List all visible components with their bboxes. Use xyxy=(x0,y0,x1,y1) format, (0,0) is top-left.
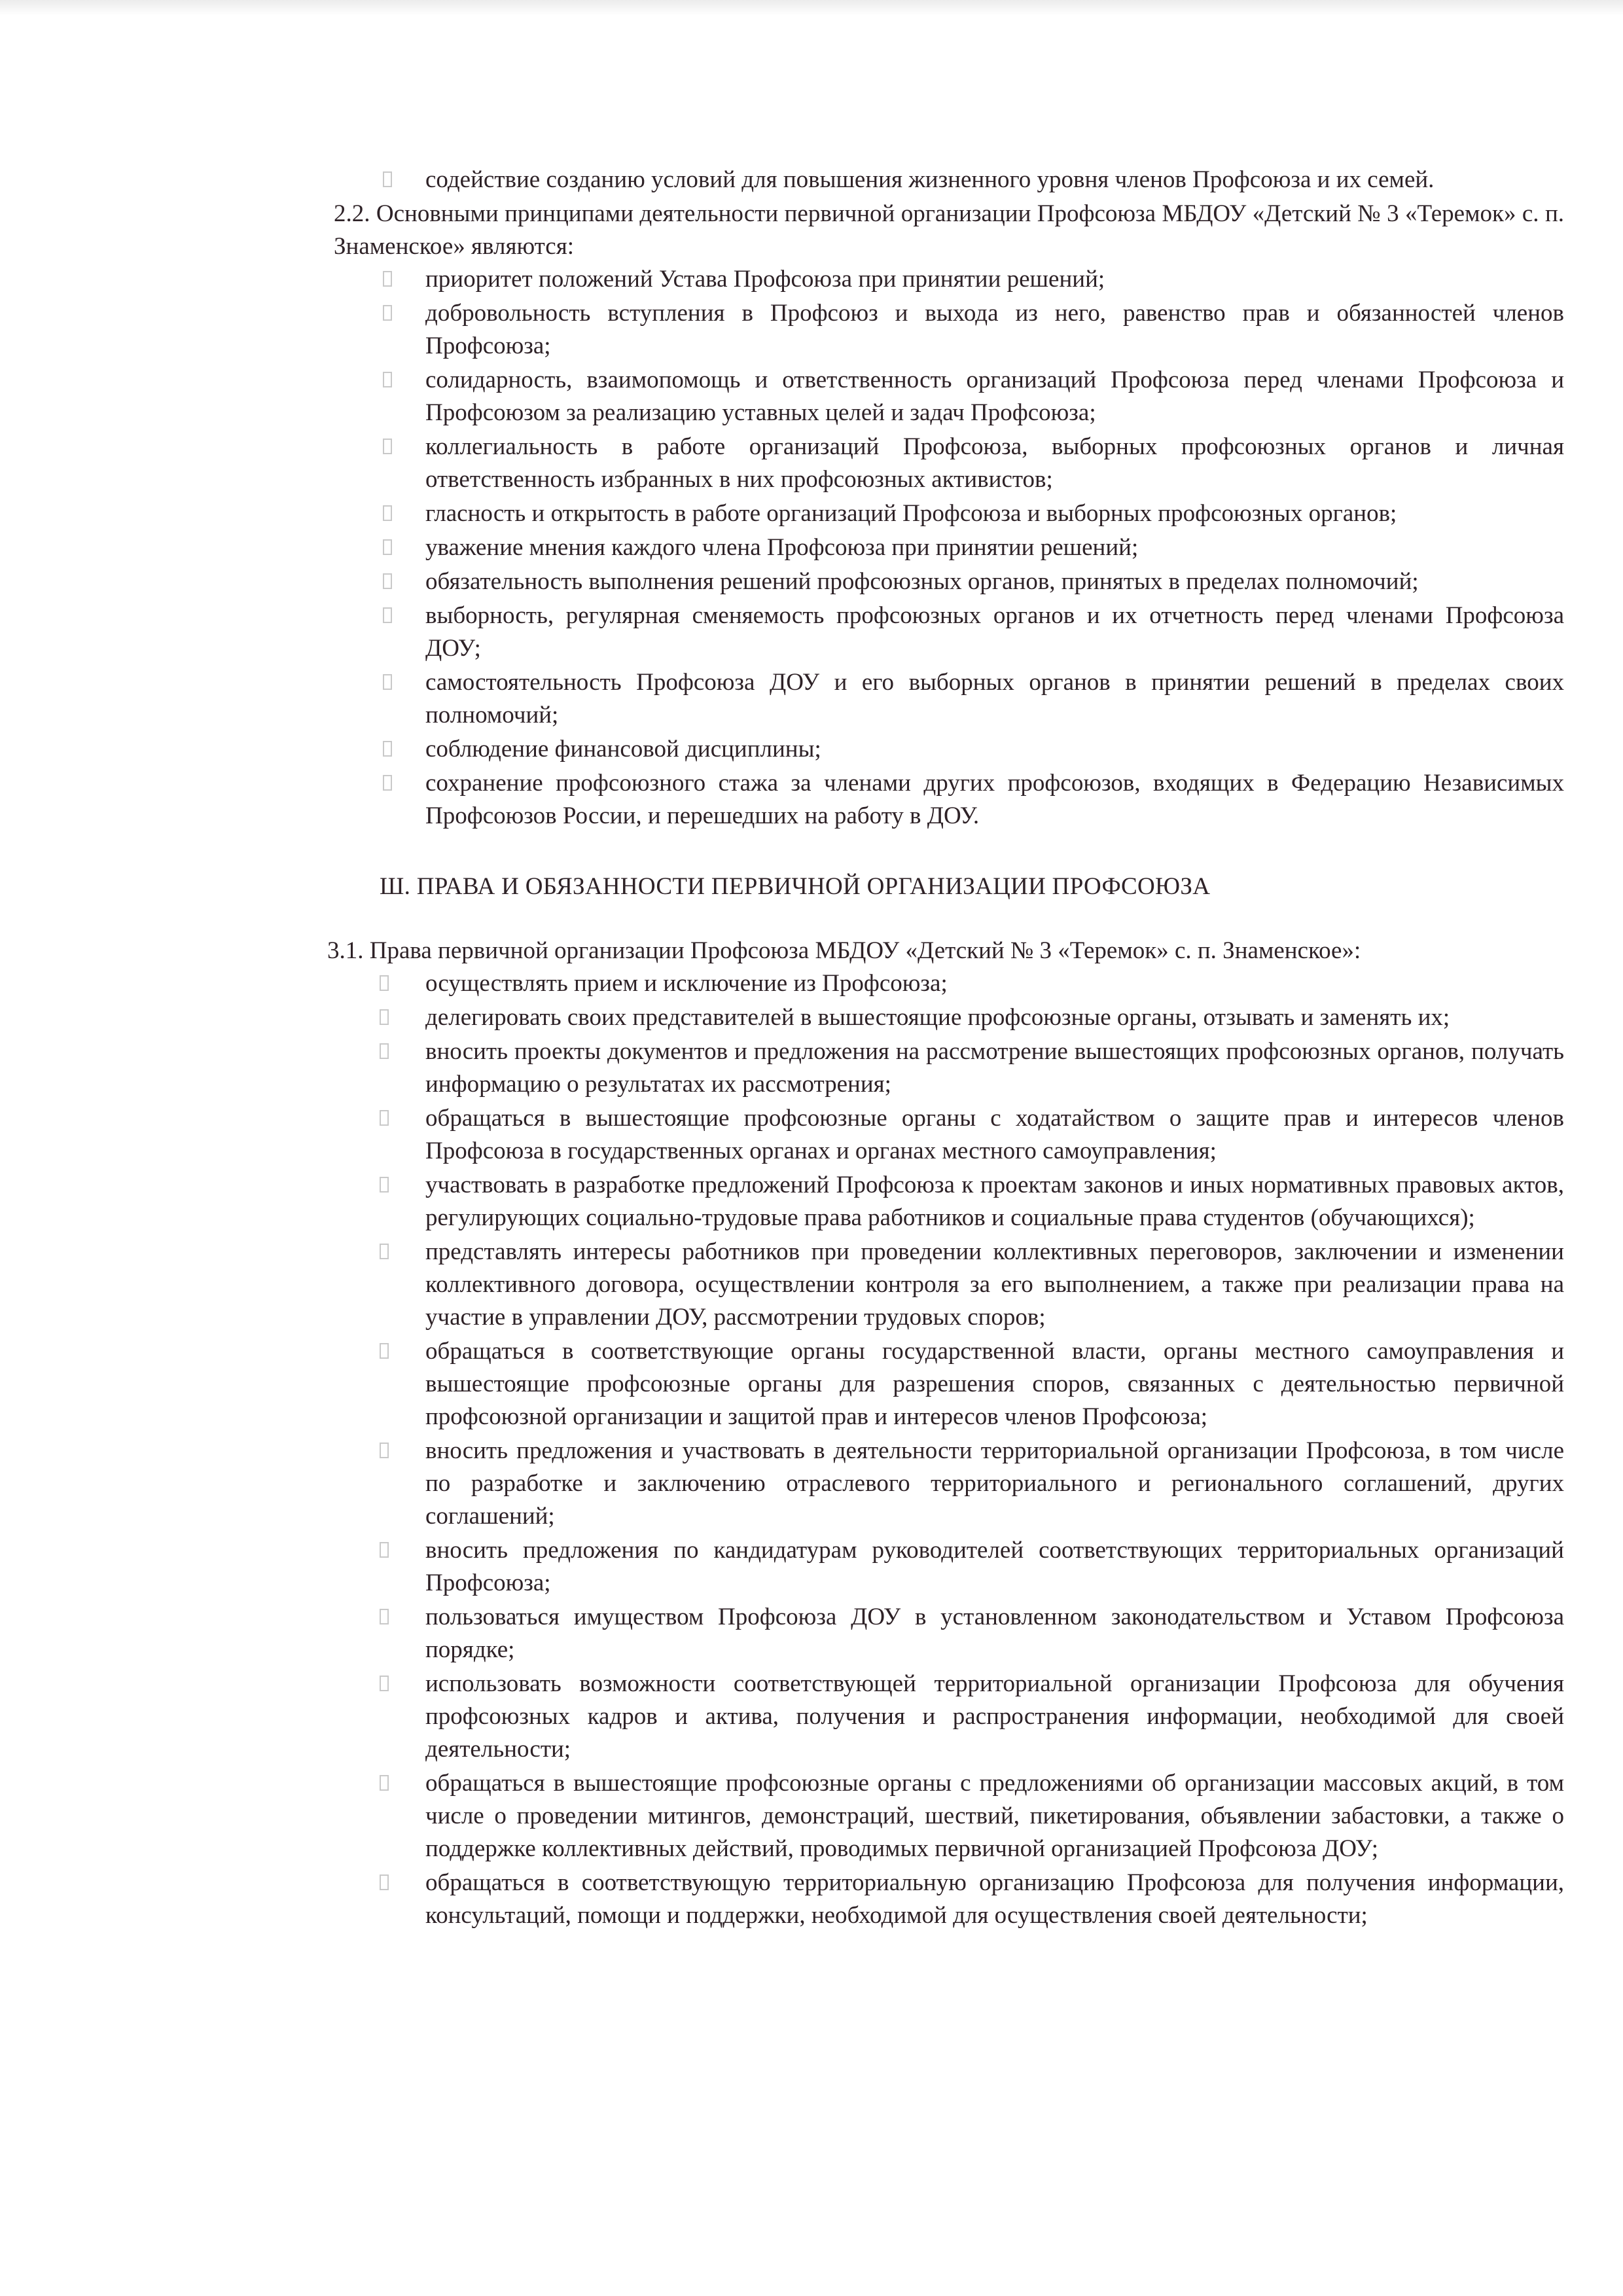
principles-list xyxy=(288,263,1564,833)
scan-edge xyxy=(0,0,1623,16)
bullet-box-icon xyxy=(383,775,392,791)
bullet-box-icon xyxy=(380,1874,389,1890)
list-item-text: сохранение профсоюзного стажа за членами других профсоюзов, входящих в Федерацию Независимых Профсоюзов России, и перешедших на работу в ДОУ. xyxy=(425,770,1564,829)
list-item xyxy=(288,1601,1564,1666)
list-item xyxy=(288,733,1564,766)
list-item xyxy=(288,1102,1564,1168)
list-item-text: обращаться в соответствующие органы государственной власти, органы местного самоуправления и вышестоящие профсоюзные органы для разрешения споров, связанных с деятельностью первичной профсоюзной организации и защитой прав и интересов членов Профсоюза; xyxy=(425,1338,1564,1430)
bullet-box-icon xyxy=(383,305,392,321)
list-item-text: приоритет положений Устава Профсоюза при принятии решений; xyxy=(425,266,1105,293)
bullet-box-icon xyxy=(380,1676,389,1691)
bullet-box-icon xyxy=(380,1244,389,1259)
list-item xyxy=(288,1335,1564,1433)
list-item xyxy=(288,297,1564,363)
list-item-text: содействие созданию условий для повышения жизненного уровня членов Профсоюза и их семей. xyxy=(425,166,1435,193)
bullet-box-icon xyxy=(383,505,392,521)
list-item xyxy=(288,600,1564,665)
list-item xyxy=(288,431,1564,496)
list-item-text: вносить проекты документов и предложения на рассмотрение вышестоящих профсоюзных органов, получать информацию о результатах их рассмотрения; xyxy=(425,1038,1564,1098)
list-item xyxy=(288,531,1564,564)
list-item xyxy=(288,1867,1564,1932)
list-item-text: обращаться в соответствующую территориальную организацию Профсоюза для получения информации, консультаций, помощи и поддержки, необходимой для осуществления своей деятельности; xyxy=(425,1869,1564,1929)
bullet-box-icon xyxy=(380,1609,389,1624)
bullet-box-icon xyxy=(380,1177,389,1193)
bullet-box-icon xyxy=(383,539,392,555)
list-item xyxy=(288,364,1564,429)
list-item xyxy=(288,164,1564,196)
list-item xyxy=(288,666,1564,732)
list-item xyxy=(288,1767,1564,1865)
list-item xyxy=(288,565,1564,598)
list-item xyxy=(288,1534,1564,1600)
rights-list xyxy=(288,967,1564,1932)
list-item-text: осуществлять прием и исключение из Профсоюза; xyxy=(425,970,948,997)
bullet-box-icon xyxy=(383,607,392,623)
bullet-box-icon xyxy=(383,439,392,454)
list-item-text: уважение мнения каждого члена Профсоюза при принятии решений; xyxy=(425,534,1139,561)
list-item xyxy=(288,1169,1564,1234)
intro-bullet-list xyxy=(288,164,1564,196)
list-item-text: обращаться в вышестоящие профсоюзные органы с предложениями об организации массовых акций, в том числе о проведении митингов, демонстраций, шествий, пикетирования, объявлении забастовки, а также о поддержке коллективных действий, проводимых первичной организацией Профсоюза ДОУ; xyxy=(425,1770,1564,1862)
list-item xyxy=(288,1035,1564,1101)
document-page xyxy=(288,164,1564,1933)
list-item-text: коллегиальность в работе организаций Профсоюза, выборных профсоюзных органов и личная ответственность избранных в них профсоюзных активистов; xyxy=(425,433,1564,493)
bullet-box-icon xyxy=(383,171,392,187)
bullet-box-icon xyxy=(380,975,389,991)
list-item-text: вносить предложения и участвовать в деятельности территориальной организации Профсоюза, в том числе по разработке и заключению отраслевого территориального и регионального соглашений, других соглашений; xyxy=(425,1437,1564,1530)
section-3-heading: Ш. ПРАВА И ОБЯЗАННОСТИ ПЕРВИЧНОЙ ОРГАНИЗАЦИИ ПРОФСОЮЗА xyxy=(380,873,1211,900)
bullet-box-icon xyxy=(380,1343,389,1359)
bullet-box-icon xyxy=(383,271,392,287)
list-item-text: представлять интересы работников при проведении коллективных переговоров, заключении и изменении коллективного договора, осуществлении контроля за его выполнением, а также при реализации права на участие в управлении ДОУ, рассмотрении трудовых споров; xyxy=(425,1238,1564,1331)
bullet-box-icon xyxy=(380,1775,389,1791)
list-item-text: участвовать в разработке предложений Профсоюза к проектам законов и иных нормативных правовых актов, регулирующих социально-трудовые права работников и социальные права студентов (обучающихся); xyxy=(425,1172,1564,1231)
list-item xyxy=(288,767,1564,833)
list-item-text: пользоваться имуществом Профсоюза ДОУ в установленном законодательством и Уставом Профсоюза порядке; xyxy=(425,1604,1564,1663)
section-3-1-intro: 3.1. Права первичной организации Профсоюза МБДОУ «Детский № 3 «Теремок» с. п. Знаменское»: xyxy=(327,937,1361,964)
bullet-box-icon xyxy=(383,741,392,757)
list-item-text: добровольность вступления в Профсоюз и выхода из него, равенство прав и обязанностей членов Профсоюза; xyxy=(425,300,1564,359)
bullet-box-icon xyxy=(383,372,392,387)
bullet-box-icon xyxy=(383,674,392,690)
list-item-text: использовать возможности соответствующей территориальной организации Профсоюза для обучения профсоюзных кадров и актива, получения и распространения информации, необходимой для своей деятельности; xyxy=(425,1670,1564,1763)
list-item xyxy=(288,967,1564,1000)
list-item-text: обращаться в вышестоящие профсоюзные органы с ходатайством о защите прав и интересов членов Профсоюза в государственных органах и органах местного самоуправления; xyxy=(425,1105,1564,1164)
list-item xyxy=(288,263,1564,296)
list-item-text: вносить предложения по кандидатурам руководителей соответствующих территориальных организаций Профсоюза; xyxy=(425,1537,1564,1596)
bullet-box-icon xyxy=(383,573,392,589)
bullet-box-icon xyxy=(380,1542,389,1558)
list-item-text: солидарность, взаимопомощь и ответственность организаций Профсоюза перед членами Профсоюза и Профсоюзом за реализацию уставных целей и задач Профсоюза; xyxy=(425,367,1564,426)
list-item-text: делегировать своих представителей в вышестоящие профсоюзные органы, отзывать и заменять их; xyxy=(425,1004,1450,1031)
bullet-box-icon xyxy=(380,1443,389,1458)
section-2-2-intro: 2.2. Основными принципами деятельности первичной организации Профсоюза МБДОУ «Детский № 3 «Теремок» с. п. Знаменское» являются: xyxy=(334,200,1564,260)
list-item-text: самостоятельность Профсоюза ДОУ и его выборных органов в принятии решений в пределах своих полномочий; xyxy=(425,669,1564,728)
list-item xyxy=(288,1001,1564,1034)
list-item xyxy=(288,1435,1564,1533)
list-item-text: обязательность выполнения решений профсоюзных органов, принятых в пределах полномочий; xyxy=(425,568,1419,595)
list-item-text: гласность и открытость в работе организаций Профсоюза и выборных профсоюзных органов; xyxy=(425,500,1397,527)
bullet-box-icon xyxy=(380,1043,389,1059)
list-item xyxy=(288,1668,1564,1766)
bullet-box-icon xyxy=(380,1009,389,1025)
bullet-box-icon xyxy=(380,1110,389,1126)
list-item-text: соблюдение финансовой дисциплины; xyxy=(425,736,821,762)
list-item-text: выборность, регулярная сменяемость профсоюзных органов и их отчетность перед членами Профсоюза ДОУ; xyxy=(425,602,1564,662)
list-item xyxy=(288,1236,1564,1334)
list-item xyxy=(288,497,1564,530)
